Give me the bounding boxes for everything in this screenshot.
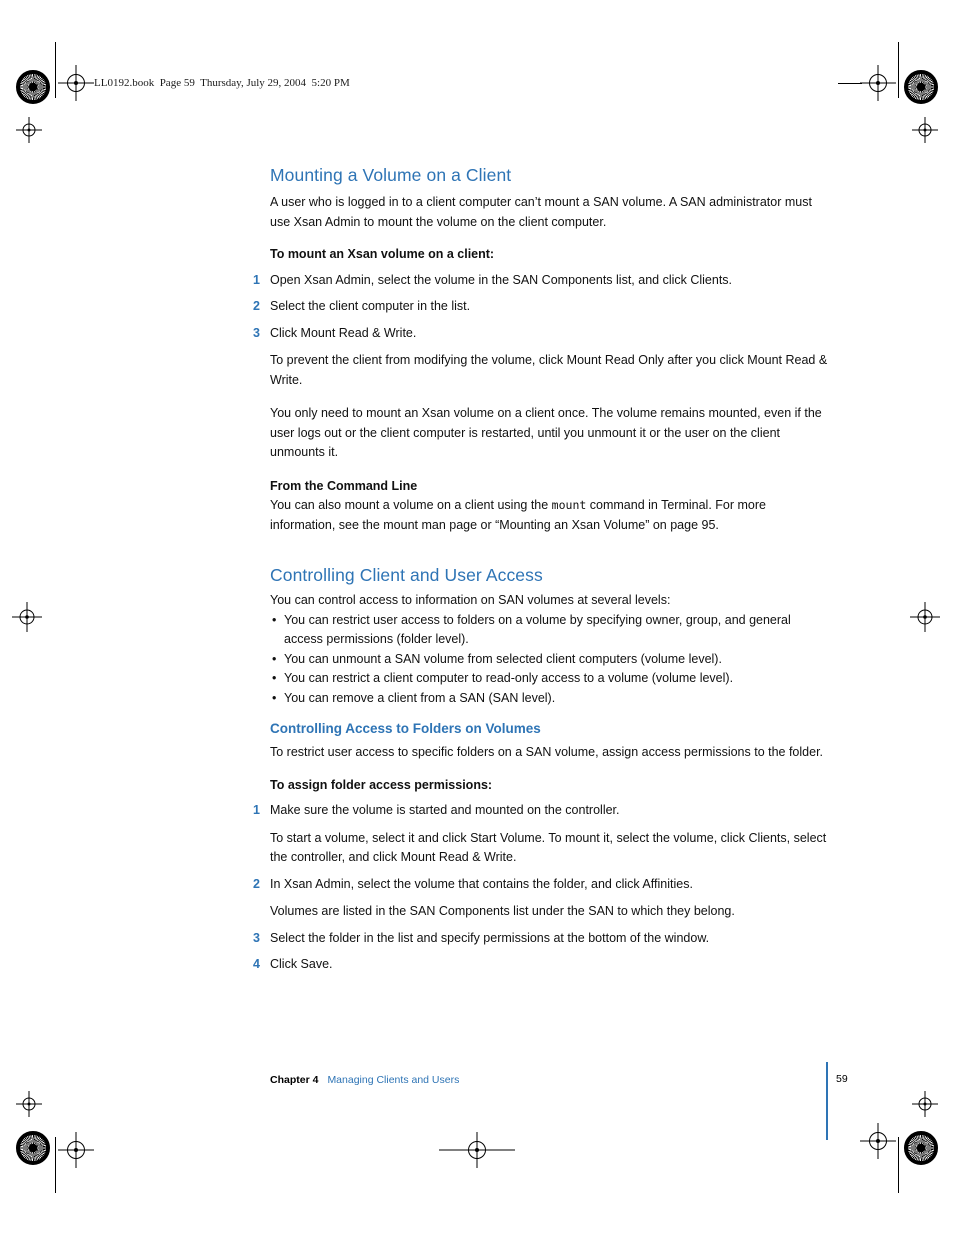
page-number: 59 [836, 1073, 848, 1085]
paragraph: You can control access to information on SAN volumes at several levels: [270, 593, 671, 607]
step-text: Click Save. [270, 957, 333, 971]
subheading-command-line: From the Command Line [270, 478, 418, 493]
crop-mark [898, 1137, 899, 1193]
step-number: 3 [253, 325, 260, 340]
step-number: 2 [253, 299, 260, 313]
crop-mark [898, 42, 899, 98]
ink-spot-icon [16, 1131, 50, 1165]
step-item [253, 955, 830, 975]
crop-mark [838, 83, 862, 84]
registration-mark-icon [58, 65, 94, 101]
bullet-item: • You can remove a client from a SAN (SAN level). [270, 689, 830, 709]
step-text: Click Mount Read & Write. [270, 325, 417, 340]
step-number: 1 [253, 272, 260, 287]
registration-mark-icon [912, 1091, 938, 1117]
registration-mark-icon [16, 1091, 42, 1117]
registration-mark-icon [860, 65, 896, 101]
step-text: Select the folder in the list and specify permissions at the bottom of the window. [270, 930, 710, 945]
proof-header-slug: LL0192.book Page 59 Thursday, July 29, 2004 5:20 PM [94, 77, 350, 89]
paragraph: A user who is logged in to a client computer can’t mount a SAN volume. A SAN administrator must use Xsan Admin to mount the volume on the client computer. [270, 195, 812, 229]
text-run: command in Terminal. For more information, see the mount man page or “Mounting an Xsan Volume” on page 95. [270, 498, 766, 532]
bullet-item: • You can restrict user access to folders on a volume by specifying owner, group, and general access permissions (folder level). [270, 611, 830, 650]
section-title-access: Controlling Client and User Access [270, 565, 543, 585]
step-item [253, 324, 830, 344]
subsection-title-folders: Controlling Access to Folders on Volumes [270, 721, 541, 736]
step-number: 1 [253, 803, 260, 817]
section-title-mounting: Mounting a Volume on a Client [270, 165, 512, 185]
bullet-item: • You can unmount a SAN volume from selected client computers (volume level). [270, 650, 830, 670]
step-item [253, 875, 830, 922]
step-list [253, 801, 830, 975]
step-text: In Xsan Admin, select the volume that contains the folder, and click Affinities. [270, 876, 693, 891]
footer-chapter-title: Managing Clients and Users [327, 1074, 460, 1086]
ink-spot-icon [904, 70, 938, 104]
step-item [253, 929, 830, 949]
bullet-list [270, 611, 830, 709]
page-content [253, 165, 830, 982]
registration-mark-icon [860, 1123, 896, 1159]
registration-mark-icon [58, 1132, 94, 1168]
code-run: mount [551, 498, 587, 512]
text-run: You can also mount a volume on a client using the [270, 498, 552, 512]
ink-spot-icon [904, 1131, 938, 1165]
step-note: Volumes are listed in the SAN Components list under the SAN to which they belong. [270, 904, 735, 918]
step-number: 2 [253, 876, 260, 891]
registration-mark-icon [439, 1132, 515, 1168]
footer-chapter-label: Chapter 4 [270, 1074, 319, 1086]
step-text: Select the client computer in the list. [270, 299, 471, 313]
registration-mark-icon [12, 602, 42, 632]
registration-mark-icon [910, 602, 940, 632]
step-item [253, 271, 830, 291]
task-heading: To assign folder access permissions: [270, 777, 493, 792]
footer-rule [826, 1062, 828, 1140]
paragraph [270, 496, 830, 535]
step-item [253, 297, 830, 317]
page-footer [270, 1073, 459, 1087]
step-text: Make sure the volume is started and mounted on the controller. [270, 803, 620, 817]
crop-mark [55, 1137, 56, 1193]
crop-mark [55, 42, 56, 98]
ink-spot-icon [16, 70, 50, 104]
bullet-item: • You can restrict a client computer to read-only access to a volume (volume level). [270, 669, 830, 689]
task-heading: To mount an Xsan volume on a client: [270, 247, 495, 261]
registration-mark-icon [16, 117, 42, 143]
registration-mark-icon [912, 117, 938, 143]
paragraph: To prevent the client from modifying the volume, click Mount Read Only after you click Mount Read & Write. [270, 353, 828, 387]
step-item [253, 801, 830, 868]
step-number: 4 [253, 957, 260, 971]
step-list [253, 271, 830, 344]
paragraph: You only need to mount an Xsan volume on a client once. The volume remains mounted, even if the user logs out or the client computer is restarted, until you unmount it or the user on the client unmounts it. [270, 406, 822, 459]
step-note: To start a volume, select it and click Start Volume. To mount it, select the volume, click Clients, select the controller, and click Mount Read & Write. [270, 830, 827, 864]
step-number: 3 [253, 930, 260, 945]
paragraph: To restrict user access to specific folders on a SAN volume, assign access permissions to the folder. [270, 745, 824, 759]
step-text: Open Xsan Admin, select the volume in the SAN Components list, and click Clients. [270, 272, 733, 287]
